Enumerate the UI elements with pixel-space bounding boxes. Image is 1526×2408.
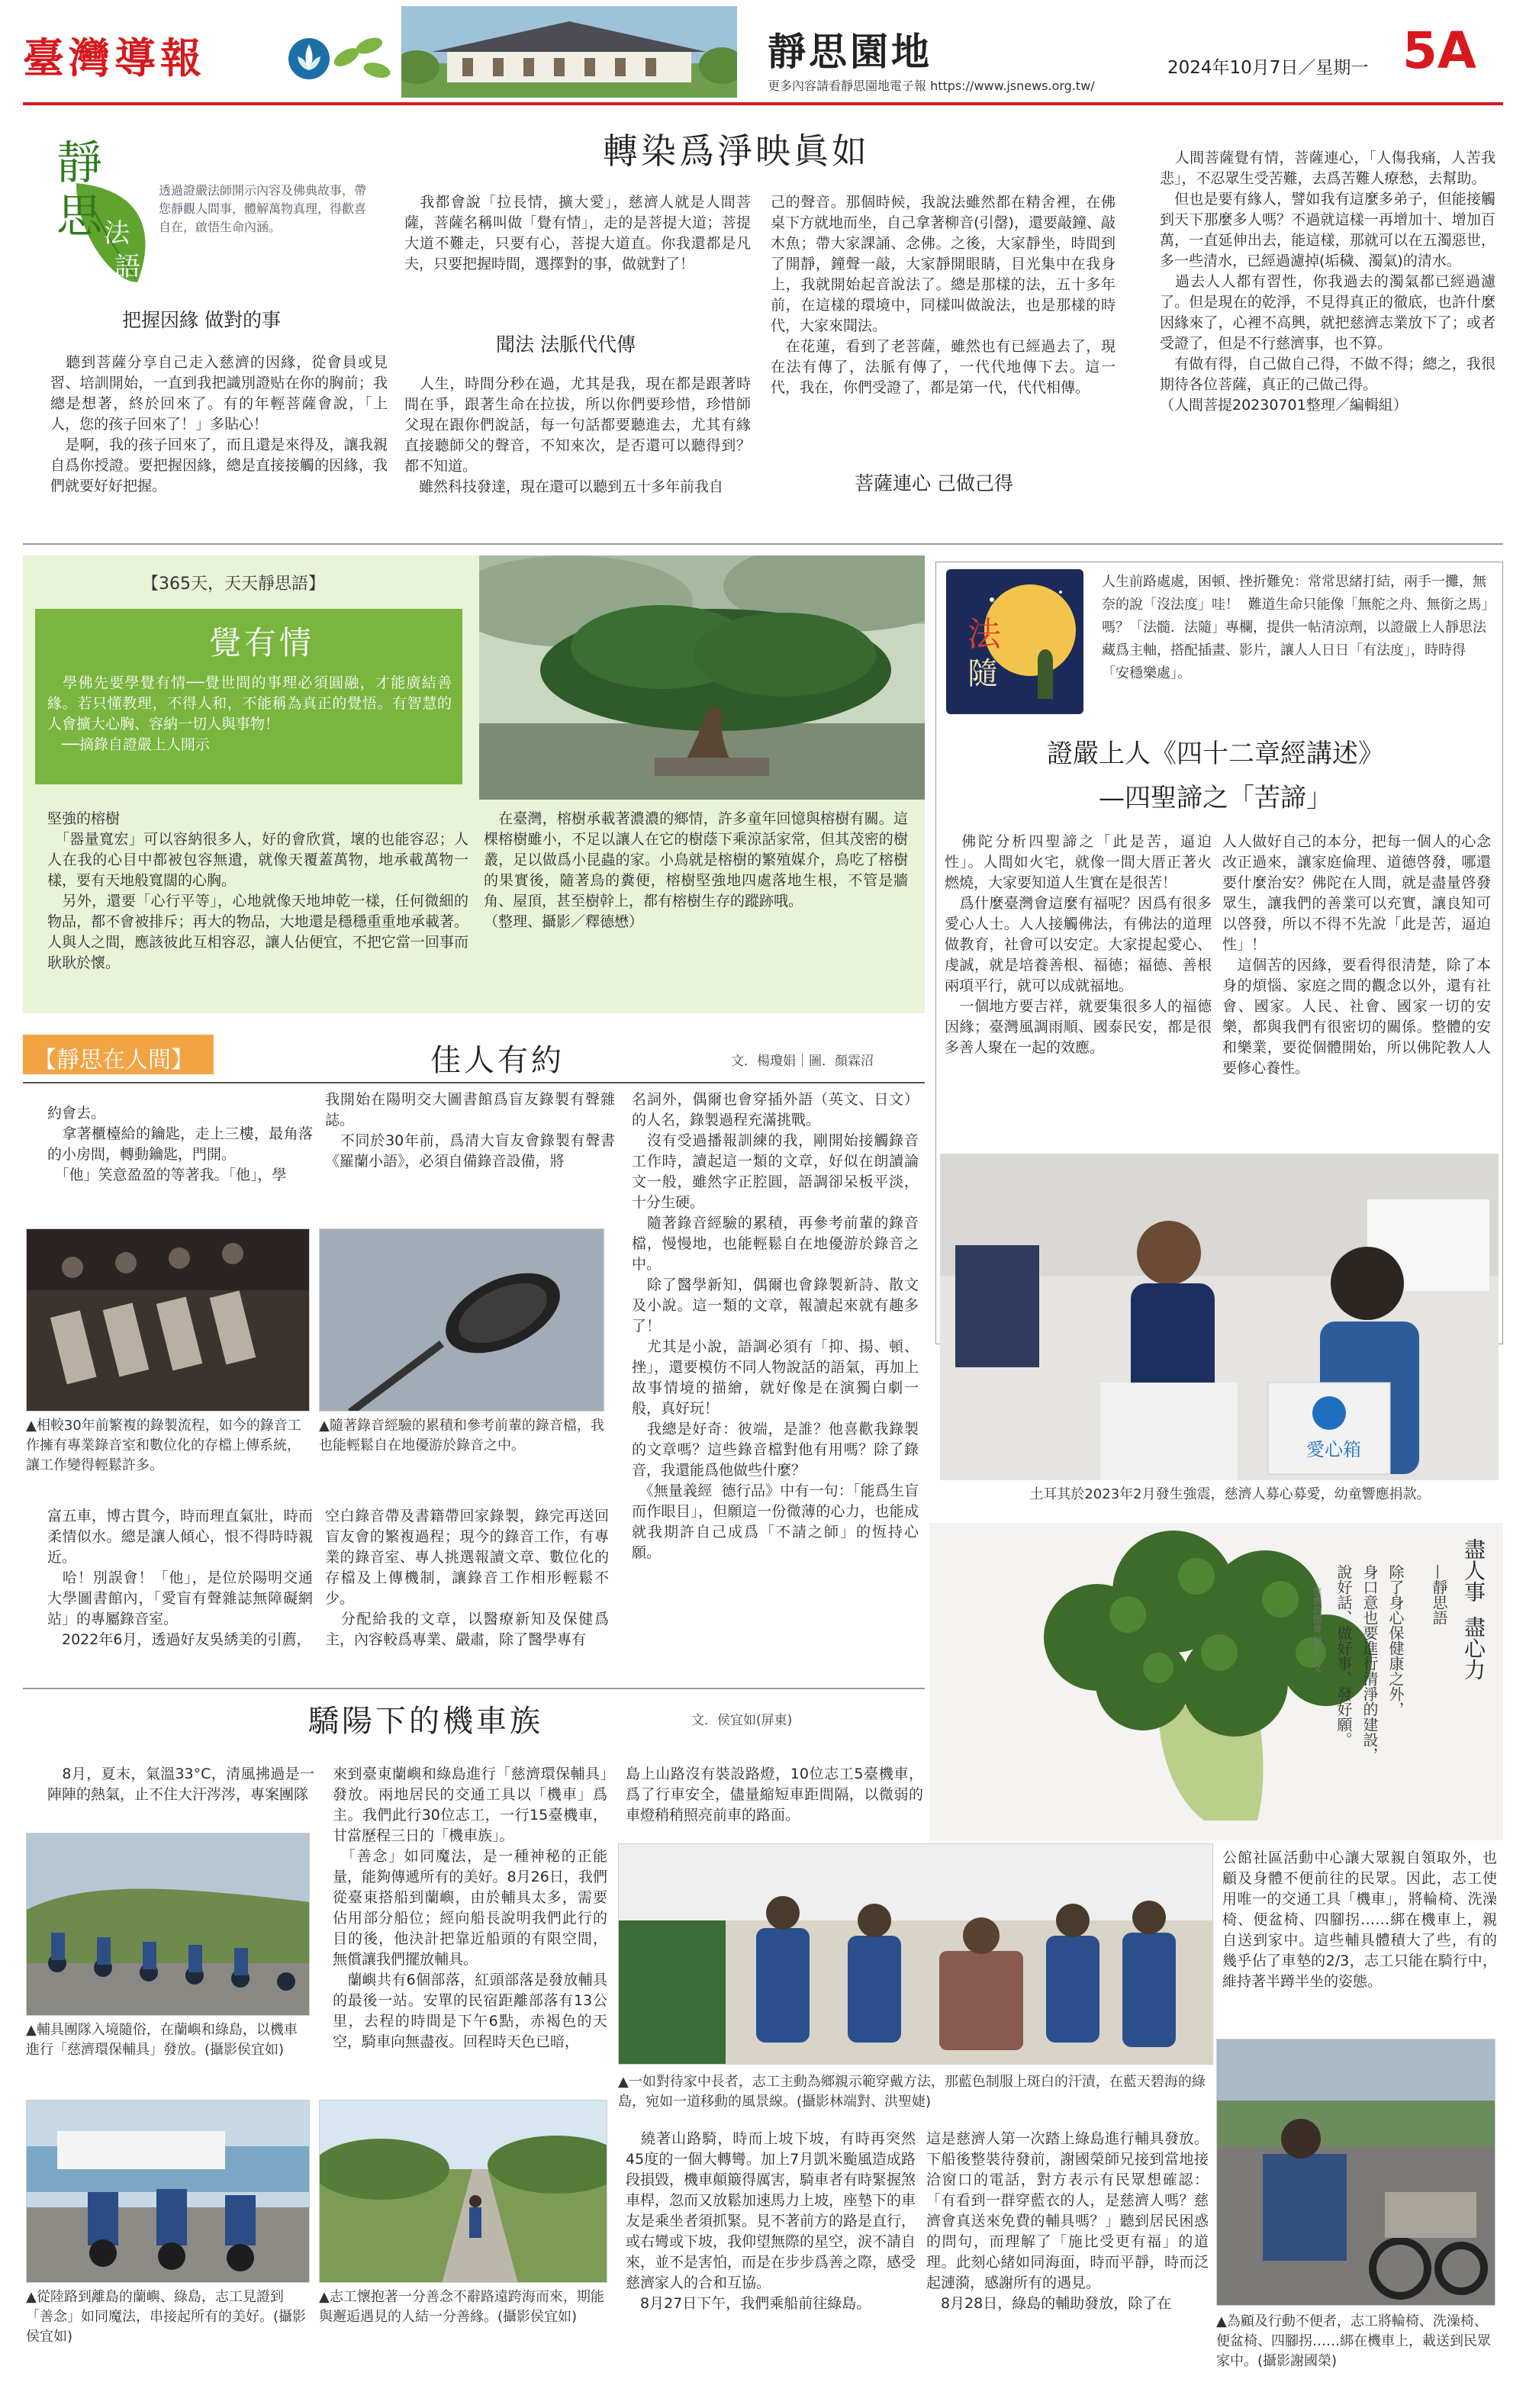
story2-col5-text: 這是慈濟人第一次踏上綠島進行輔具發放。下船後整裝待發前，謝國榮師兄接到當地接洽窗口的電話，對方表示有民眾想確認：「有看到一群穿藍衣的人，是慈濟人嗎？慈濟會真送來免費的輔具嗎？」聽到居民困惑的問句，而理解了「施比受更有福」的道理。此刻心緒如同海面，時而平靜，時而泛起漣漪，感謝所有的遇見。 8月28日，綠島的輔助發放，除了在 (926, 2130, 1209, 2312)
section-title: 靜思園地 (768, 30, 932, 74)
story1-col1b-text: 富五車，博古貫今，時而理直氣壯，時而柔情似水。總是讓人傾心，恨不得時時親近。 哈！別誤會！「他」，是位於陽明交通大學圖書館內，「愛盲有聲雜誌無障礙網站」的專屬錄音室。 2022年6月，透過好友吳綉美的引薦， (47, 1508, 313, 1648)
volunteers-demonstration-photo (618, 1843, 1213, 2065)
story1-byline: 文．楊瓊娟｜圖．顏霖沼 (731, 1054, 874, 1069)
jingsi-col4-text: 人間菩薩覺有情，菩薩連心，「人傷我痛，人苦我悲」，不忍眾生受苦難，去爲苦難人療愁，去幫助。 但也是要有緣人，譬如我有這麼多弟子，但能接觸到天下那麼多人嗎？不過就這樣一再增加十、增加百萬，一直延伸出去，能這樣，那就可以在五濁惡世，多一些清水，已經過濾掉(垢穢、濁氣)的清水。 過去人人都有習性，你我過去的濁氣都已經過濾了。但是現在的乾淨，不見得真正的徹底，也許什麼因緣來了，心裡不高興，就把慈濟志業放下了；或者受證了，但是不行慈濟事，也不算。 有做有得，自己做自己得，不做不得；總之，我很期待各位菩薩，真正的己做己得。 （人間菩提20230701整理／編輯組） (1160, 150, 1495, 414)
page-number: 5A (1402, 21, 1477, 80)
logo-char-jing: 靜 (56, 137, 102, 190)
jingsi-col3-text: 己的聲音。那個時候，我說法雖然都在精舍裡，在佛桌下方就地而坐，自己拿著柳音(引罄)，還要敲鐘、敲木魚；帶大家課誦、念佛。之後，大家靜坐，時間到了開靜，鐘聲一敲，大家靜開眼睛，目光集中在我身上，我就開始起音說法了。總是那樣的法，五十多年前，在這樣的環境中，同樣叫做說法，也是那樣的時代，大家來聞法。 在花蓮，看到了老菩薩，雖然也有已經過去了，現在法有傳了，法脈有傳了，一代代地傳下去。這一代，我在，你們受證了，都是第一代，代代相傳。 (771, 194, 1116, 396)
fayi-illustration (946, 569, 1083, 714)
story2-col6-text: 公館社區活動中心讓大眾親自領取外，也顧及身體不便前往的民眾。因此，志工使用唯一的交通工具「機車」，將輪椅、洗澡椅、便盆椅、四腳拐……綁在機車上，親自送到家中。這些輔具體積大了些，有的幾乎佔了車墊的2/3，志工只能在騎行中，維持著半蹲半坐的姿態。 (1222, 1849, 1497, 1990)
masthead-bar (0, 0, 1526, 107)
story2-byline: 文．侯宜如(屏東) (691, 1713, 793, 1728)
microphone-caption: ▲隨著錄音經驗的累積和參考前輩的錄音檔，我也能輕鬆自在地優游於錄音之中。 (319, 1418, 604, 1453)
fayi-col1-text: 佛陀分析四聖諦之「此是苦，逼迫性」。人間如火宅，就像一間大厝正著火燃燒，大家要知道人生實在是很苦！ 爲什麼臺灣會這麼有福呢？因爲有很多愛心人士。人人接觸佛法，有佛法的道理做教育，社會可以安定。大家提起愛心、虔誠，就是培養善根、福德；福德、善根兩項平行，就可以成就福地。 一個地方要吉祥，就要集很多人的福德因緣；臺灣風調雨順、國泰民安，都是很多善人聚在一起的效應。 (945, 833, 1212, 1056)
donation-box-text: 愛心箱 (1306, 1439, 1361, 1460)
fayi-subtitle: —四聖諦之「苦諦」 (1099, 783, 1332, 813)
jingsi-col2-text: 我都會說「拉長情，擴大愛」，慈濟人就是人間菩薩，菩薩名稱叫做「覺有情」，走的是菩提大道；菩提大道不難走，只要有心，菩提大道直。你我還都是凡夫，只要把握時間，選擇對的事，做就對了！ (404, 194, 751, 272)
jingsi-col2-heading: 聞法 法脈代代傳 (496, 333, 636, 356)
story2-col4-text: 繞著山路騎，時而上坡下坡，有時再突然45度的一個大轉彎。加上7月凱米颱風造成路段損毀，機車顛簸得厲害，騎車者有時緊握煞車桿，忽而又放鬆加速馬力上坡，座墊下的車友是乘坐者須抓緊。見不著前方的路是直行，或右彎或下坡，我仰望無際的星空，淚不請自來，並不是害怕，而是在步步爲善之際，感受慈濟家人的合和互協。 8月27日下午，我們乘船前往綠島。 (626, 2130, 916, 2312)
wheelchair-delivery-photo (1216, 2039, 1495, 2306)
story1-col2b-text: 空白錄音帶及書籍帶回家錄製，錄完再送回盲友會的繁複過程；現今的錄音工作，有專業的錄音室、專人挑選報讀文章、數位化的存檔及上傳機制，讓錄音工作相形輕鬆不少。 分配給我的文章，以醫療新知及保健爲主，內容較爲專業、嚴肅，除了醫學專有 (325, 1508, 609, 1648)
jsnews-url: 更多內容請看靜思園地電子報 https://www.jsnews.org.tw/ (768, 79, 1095, 93)
story2-col1-text: 8月，夏末，氣溫33°C，清風拂過是一陣陣的熱氣，止不住大汗涔涔，專案團隊 (47, 1766, 314, 1803)
logo-char-si: 思 (56, 190, 102, 243)
daily-col1-text: 堅強的榕樹 「器量寬宏」可以容納很多人，好的會欣賞，壞的也能容忍；人人在我的心目中都被包容無遺，就像天覆蓋萬物，地承載萬物一樣，要有天地般寬闊的心胸。 另外，還要「心行平等」，心地就像天地坤乾一樣，任何微細的物品，都不會被排斥；再大的物品，大地還是穩穩重重地承載著。人與人之間，應該彼此互相容忍，讓人佔便宜，不把它當一回事而耿耿於懷。 (47, 810, 468, 971)
broccoli-photo (929, 1523, 1503, 1840)
broccoli-poem-author: —靜思語 (1430, 1564, 1448, 1625)
story2-col2-text: 來到臺東蘭嶼和綠島進行「慈濟環保輔具」發放。兩地居民的交通工具以「機車」爲主。我們此行30位志工，一行15臺機車，甘當歷程三日的「機車族」。 「善念」如同魔法，是一種神秘的正能量，能夠傳遞所有的美好。8月26日，我們從臺東搭船到蘭嶼，由於輔具太多，需要佔用部分船位；經向船長說明我們此行的目的後，他決計把靠近船頭的有限空間，無償讓我們擺放輔具。 蘭嶼共有6個部落，紅頭部落是發放輔具的最後一站。安單的民宿距離部落有13公里，去程的時間是下午6點，赤褐色的天空，騎車向無盡夜。回程時天色已暗， (333, 1766, 607, 2050)
tzuchi-lotus-icon (287, 37, 331, 81)
svg-text:法: 法 (967, 615, 1001, 654)
banner-leaf-pattern (331, 23, 400, 92)
daily-title: 覺有情 (209, 624, 315, 662)
donation-photo (940, 1154, 1499, 1480)
story1-rule (23, 1082, 925, 1083)
jingsi-col1-text: 聽到菩薩分享自己走入慈濟的因緣，從會員或見習、培訓開始，一直到我把識別證贴在你的胸前；我總是想著，終於回來了。有的年輕菩薩會說，「上人，您的孩子回來了！」多貼心！ 是啊，我的孩子回來了，而且還是來得及，讓我親自爲你授證。要把握因緣，總是直接接觸的因緣，我們就要好好把握。 (50, 354, 388, 494)
mixing-console-photo (26, 1228, 310, 1412)
section-divider (23, 543, 1503, 545)
story2-col3-text: 島上山路沒有裝設路燈，10位志工5臺機車，爲了行車安全，儘量縮短車距間隔，以微弱的車燈稍稍照亮前車的路面。 (626, 1766, 923, 1824)
daily-label: 【365天，天天靜思語】 (142, 575, 325, 594)
fayi-intro: 人生前路處處，困頓、挫折難免：常常思緒打結，兩手一攤，無奈的說「沒法度」哇！ 難道生命只能像「無舵之舟、無銜之馬」嗎？「法髓．法隨」專欄，提供一帖清涼劑，以證嚴上人靜思法藏爲主軸，搭配插畫、影片，讓人人日日「有法度」，時時得「安穩樂處」。 (1102, 574, 1489, 681)
jingsi-abode-photo (401, 6, 737, 98)
logo-char-fa: 法 (104, 218, 130, 249)
broccoli-poem-title: 盡人事 盡心力 (1461, 1538, 1486, 1680)
broccoli-credit: 慈濟功德會 靜思人文 (1312, 1587, 1322, 1672)
story1-col1-text: 約會去。 拿著櫃檯給的鑰匙，走上三樓，最角落的小房間，轉動鑰匙，門開。 「他」笑意盈盈的等著我。「他」，學 (47, 1105, 313, 1183)
wheelchair-caption: ▲為顧及行動不便者，志工將輪椅、洗澡椅、便盆椅、四腳拐……綁在機車上，載送到民眾家中。(攝影謝國榮) (1216, 2313, 1491, 2369)
jingsi-col3-heading: 菩薩連心 己做己得 (855, 472, 1013, 494)
island-caption: ▲從陸路到離島的蘭嶼、綠島，志工見證到「善念」如同魔法，串接起所有的美好。(攝影侯宜如) (26, 2289, 307, 2345)
daily-quote: 學佛先要學覺有情──覺世間的事理必須圓融，才能廣結善緣。若只懂教理，不得人和，不能稱為真正的覺悟。有智慧的人會擴大心胸、容納一切人與事物！ ──摘錄自證嚴上人開示 (47, 674, 452, 753)
jingsi-col1-heading: 把握因緣 做對的事 (122, 309, 281, 331)
donation-caption: 土耳其於2023年2月發生強震，慈濟人募心募愛，幼童響應捐款。 (1029, 1486, 1431, 1502)
jingsi-main-title: 轉染爲淨映眞如 (603, 130, 870, 172)
story2-top-rule (23, 1688, 925, 1689)
fayi-title: 證嚴上人《四十二章經講述》 (1047, 739, 1384, 769)
demonstration-caption: ▲一如對待家中長者，志工主動為鄉親示範穿戴方法，那藍色制服上斑白的汗漬，在藍天碧海的綠島，宛如一道移動的風景線。(攝影林端對、洪聖婕) (618, 2074, 1206, 2110)
country-road-photo (319, 2100, 607, 2283)
road-caption: ▲志工懷抱著一分善念不辭路遠跨海而來，期能與邂逅遇見的人結一分善緣。(攝影侯宜如) (319, 2289, 604, 2325)
story2-title: 驕陽下的機車族 (308, 1704, 543, 1739)
svg-text:隨: 隨 (967, 656, 998, 691)
banyan-bonsai-photo (479, 555, 925, 800)
jingsi-intro: 透過證嚴法師開示內容及佛典故事，帶您靜觀人間事，體解萬物真理，得歡喜自在，啟悟生命內涵。 (159, 183, 367, 234)
fayi-col2-text: 人人做好自己的本分，把每一個人的心念改正過來，讓家庭倫理、道德啓發，哪還要什麼治安？佛陀在人間，就是盡量啓發眾生，讓我們的善業可以充實，讓良知可以啓發，所以不得不先說「此是苦，逼迫性」！ 這個苦的因緣，要看得很清楚，除了本身的煩惱、家庭之間的觀念以外，還有社會、國家。人民、社會、國家一切的安樂，都與我們有很密切的關係。整體的安和樂業，要從個體開始，所以佛陀教人人要修心養性。 (1222, 833, 1491, 1077)
jingsi-col2b-text: 人生，時間分秒在過，尤其是我，現在都是跟著時間在爭，跟著生命在拉拔，所以你們要珍惜，珍惜師父現在跟你們說話，每一句話都要聽進去，尤其有緣直接聽師父的聲音，不知來次，是否還可以聽得到？都不知道。 雖然科技發達，現在還可以聽到五十多年前我自 (404, 375, 751, 495)
convoy-caption: ▲輔具團隊入境隨俗，在蘭嶼和綠島，以機車進行「慈濟環保輔具」發放。(攝影侯宜如) (26, 2022, 298, 2058)
issue-date: 2024年10月7日／星期一 (1167, 58, 1369, 78)
story1-col3-text: 名詞外，偶爾也會穿插外語（英文、日文）的人名，錄製過程充滿挑戰。 沒有受過播報訓練的我，剛開始接觸錄音工作時，讀起這一類的文章，好似在朗讀論文一般，雖然字正腔圓，語調卻呆板平淡，十分生硬。 隨著錄音經驗的累積，再參考前輩的錄音檔，慢慢地，也能輕鬆自在地優游於錄音之中。 除了醫學新知，偶爾也會錄製新詩、散文及小說。這一類的文章，報讀起來就有趣多了！ 尤其是小說，語調必須有「抑、揚、頓、挫」，還要模仿不同人物說話的語氣，再加上故事情境的描繪，就好像是在演獨白劇一般，真好玩！ 我總是好奇：彼端，是誰？他喜歡我錄製的文章嗎？這些錄音檔對他有用嗎？除了錄音，我還能爲他做些什麼？ 《無量義經 德行品》中有一句：「能爲生盲而作眼目」，但願這一份微薄的心力，也能成就我期許自己成爲「不請之師」的恆持心願。 (632, 1091, 919, 1561)
broccoli-poem-body: 除了身心保健康之外， 身口意也要進行清淨的建設， 說好話、做好事、發好願。 (1334, 1564, 1405, 1763)
motorcycle-convoy-photo (26, 1833, 310, 2016)
logo-char-yu: 語 (114, 252, 140, 282)
story1-tag-text: 【靜思在人間】 (34, 1047, 194, 1074)
header-rule (23, 102, 1503, 105)
story1-col2-text: 我開始在陽明交大圖書館爲盲友錄製有聲雜誌。 不同於30年前，爲清大盲友會錄製有聲書《羅蘭小語》，必須自備錄音設備，將 (325, 1091, 615, 1170)
console-caption: ▲相較30年前繁複的錄製流程，如今的錄音工作擁有專業錄音室和數位化的存檔上傳系統，讓工作變得輕鬆許多。 (26, 1418, 301, 1473)
island-motorcycle-photo (26, 2100, 310, 2283)
microphone-photo (319, 1228, 604, 1412)
masthead-title: 臺灣導報 (23, 34, 206, 82)
story1-title: 佳人有約 (430, 1043, 565, 1078)
daily-col2-text: 在臺灣，榕樹承載著濃濃的鄉情，許多童年回憶與榕樹有關。這棵榕樹雖小，不足以讓人在它的樹蔭下乘涼話家常，但其茂密的樹叢，足以做爲小昆蟲的家。小鳥就是榕樹的繁殖媒介，鳥吃了榕樹的果實後，隨著鳥的糞便，榕樹堅強地四處落地生根，不管是牆角、屋頂，甚至樹幹上，都有榕樹生存的蹤跡哦。 （整理、攝影／釋德懋） (484, 810, 908, 930)
